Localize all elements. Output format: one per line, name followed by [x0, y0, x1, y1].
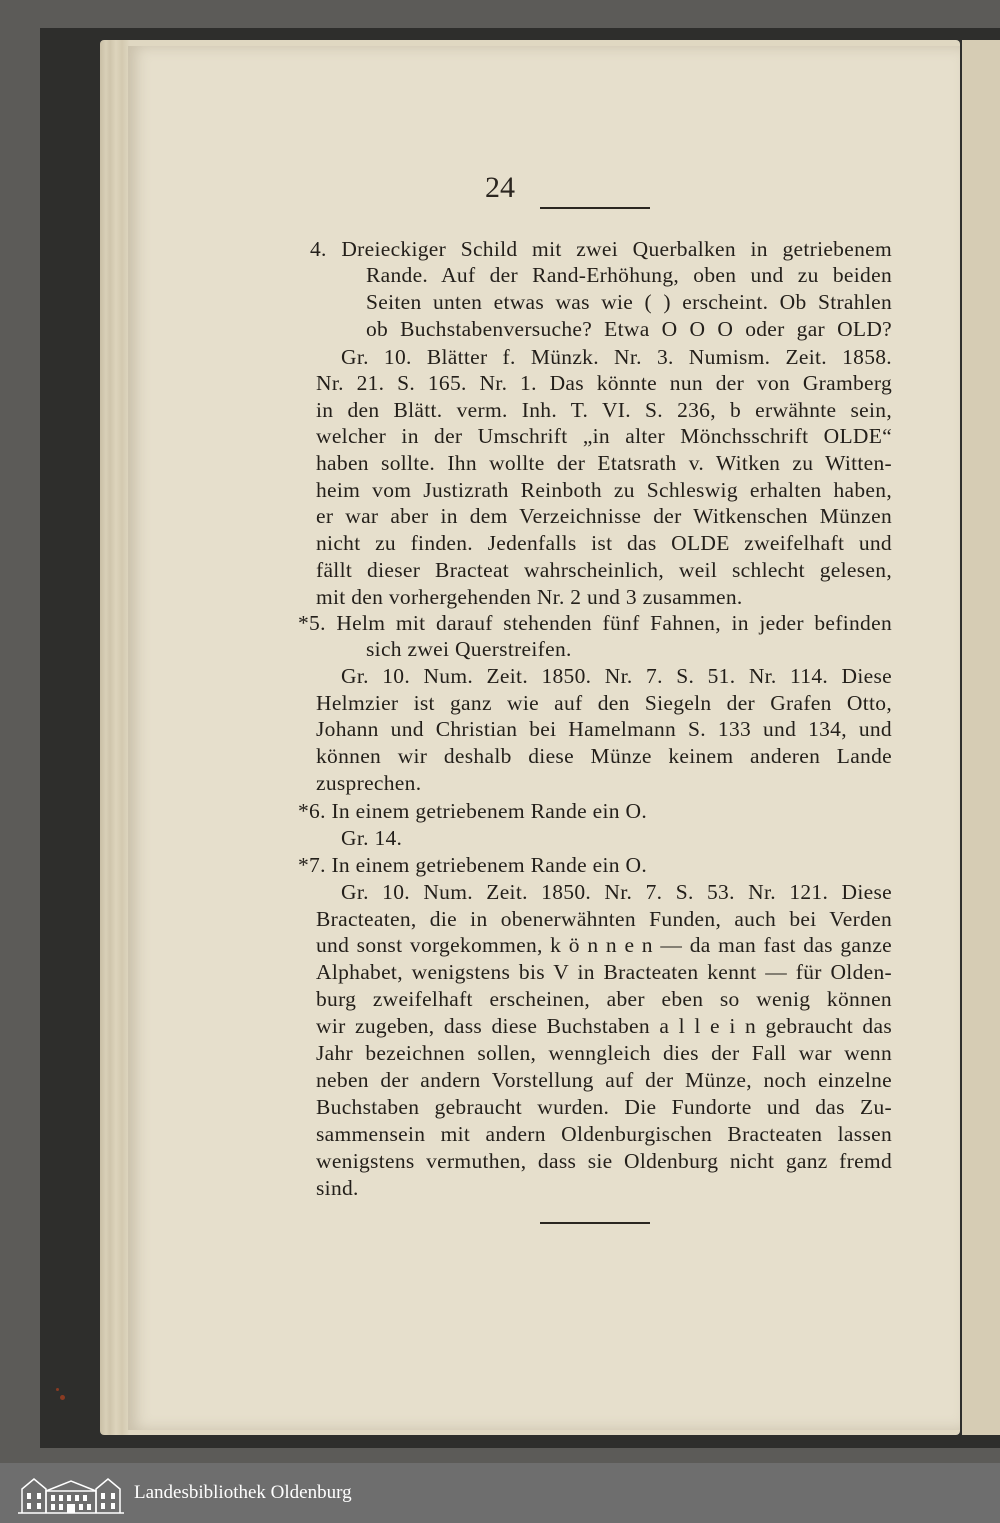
text-line: haben sollte. Ihn wollte der Etatsrath v. Witken zu Witten- — [316, 451, 892, 475]
text-line: Johann und Christian bei Hamelmann S. 133 und 134, und — [316, 717, 892, 741]
text-line: er war aber in dem Verzeichnisse der Witkenschen Münzen — [316, 504, 892, 528]
text-line: mit den vorhergehenden Nr. 2 und 3 zusammen. — [316, 585, 743, 609]
text-line: fällt dieser Bracteat wahrscheinlich, weil schlecht gelesen, — [316, 558, 892, 582]
text-line: sammensein mit andern Oldenburgischen Bracteaten lassen — [316, 1122, 892, 1146]
text-line: 4. Dreieckiger Schild mit zwei Querbalken in getriebenem — [310, 237, 892, 261]
text-line: Seiten unten etwas was wie ( ) erscheint. Ob Strahlen — [366, 290, 892, 314]
text-line: *7. In einem getriebenem Rande ein O. — [298, 853, 648, 877]
text-line: sich zwei Querstreifen. — [366, 637, 572, 661]
library-footer — [0, 1463, 1000, 1523]
text-line: Gr. 10. Blätter f. Münzk. Nr. 3. Numism. Zeit. 1858. — [341, 345, 892, 369]
text-line: Gr. 10. Num. Zeit. 1850. Nr. 7. S. 51. Nr. 114. Diese — [341, 664, 892, 688]
text-line: in den Blätt. verm. Inh. T. VI. S. 236, b erwähnte sein, — [316, 398, 892, 422]
text-line: sind. — [316, 1176, 359, 1200]
text-line: neben der andern Vorstellung auf der Münze, noch einzelne — [316, 1068, 892, 1092]
text-line: heim vom Justizrath Reinboth zu Schleswig erhalten haben, — [316, 478, 892, 502]
library-name: Landesbibliothek Oldenburg — [134, 1482, 352, 1503]
text-line: *6. In einem getriebenem Rande ein O. — [298, 799, 648, 823]
text-line: Buchstaben gebraucht wurden. Die Fundorte und das Zu- — [316, 1095, 892, 1119]
text-line: Gr. 14. — [341, 826, 403, 850]
text-line: nicht zu finden. Jedenfalls ist das OLDE zweifelhaft und — [316, 531, 892, 555]
footer-rule — [540, 1222, 650, 1224]
text-line: burg zweifelhaft erscheinen, aber eben so wenig können — [316, 987, 892, 1011]
text-line: Nr. 21. S. 165. Nr. 1. Das könnte nun der von Gramberg — [316, 371, 892, 395]
page-number: 24 — [485, 171, 515, 204]
text-line: Helmzier ist ganz wie auf den Siegeln der Grafen Otto, — [316, 691, 892, 715]
text-line: Rande. Auf der Rand-Erhöhung, oben und zu beiden — [366, 263, 892, 287]
text-line: zusprechen. — [316, 771, 422, 795]
text-line: wir zugeben, dass diese Buchstaben a l l e i n gebraucht das — [316, 1014, 892, 1038]
text-line: können wir deshalb diese Münze keinem anderen Lande — [316, 744, 892, 768]
text-line: ob Buchstabenversuche? Etwa O O O oder gar OLD? — [366, 317, 892, 341]
text-line: *5. Helm mit darauf stehenden fünf Fahnen, in jeder befinden — [298, 611, 892, 635]
text-line: welcher in der Umschrift „in alter Mönchsschrift OLDE“ — [316, 424, 892, 448]
text-line: und sonst vorgekommen, k ö n n e n — da man fast das ganze — [316, 933, 892, 957]
library-building-icon — [16, 1473, 126, 1515]
text-line: Bracteaten, die in obenerwähnten Funden, auch bei Verden — [316, 907, 892, 931]
text-line: wenigstens vermuthen, dass sie Oldenburg nicht ganz fremd — [316, 1149, 892, 1173]
text-line: Alphabet, wenigstens bis V in Bracteaten kennt — für Olden- — [316, 960, 892, 984]
text-line: Jahr bezeichnen sollen, wenngleich dies der Fall war wenn — [316, 1041, 892, 1065]
text-line: Gr. 10. Num. Zeit. 1850. Nr. 7. S. 53. Nr. 121. Diese — [341, 880, 892, 904]
